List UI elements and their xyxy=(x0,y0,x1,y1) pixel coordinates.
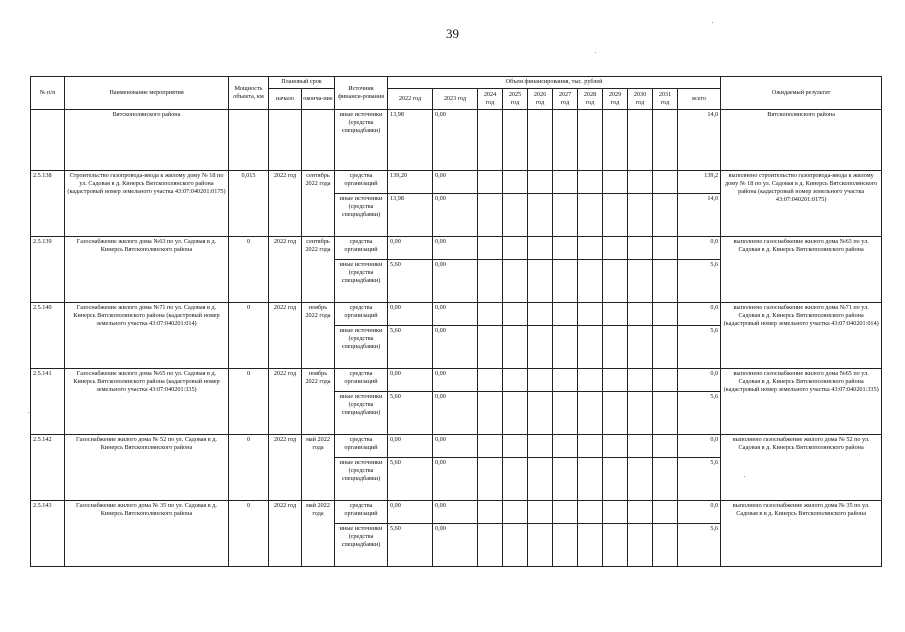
row-value-2022: 0,00 xyxy=(388,369,433,392)
scan-speck xyxy=(744,476,745,477)
row-value-empty xyxy=(503,303,528,326)
header-funding: Объем финансирования, тыс. рублей xyxy=(388,77,721,89)
row-source: иные источники (средства спецнадбавки) xyxy=(335,110,388,171)
row-value-empty xyxy=(553,171,578,194)
row-value-empty xyxy=(503,171,528,194)
row-value-empty xyxy=(603,435,628,458)
row-value-2023: 0,00 xyxy=(433,171,478,194)
table-row xyxy=(31,369,882,392)
row-value-empty xyxy=(603,260,628,303)
row-value-empty xyxy=(478,524,503,567)
row-value-empty xyxy=(503,524,528,567)
row-value-empty xyxy=(653,237,678,260)
row-value-empty xyxy=(528,435,553,458)
header-year-2030: 2030 год xyxy=(628,89,653,110)
row-value-empty xyxy=(578,237,603,260)
row-value-empty xyxy=(528,458,553,501)
row-value-empty xyxy=(603,524,628,567)
row-value-2022: 5,60 xyxy=(388,326,433,369)
row-value-empty xyxy=(653,501,678,524)
row-value-2022: 139,20 xyxy=(388,171,433,194)
row-value-2022: 0,00 xyxy=(388,237,433,260)
header-capacity: Мощность объекта, км xyxy=(229,77,269,110)
row-start: 2022 год xyxy=(269,171,302,237)
row-value-empty xyxy=(503,501,528,524)
row-total: 5,6 xyxy=(678,326,721,369)
row-value-empty xyxy=(528,524,553,567)
row-end: сентябрь 2022 года xyxy=(302,237,335,303)
row-value-empty xyxy=(478,237,503,260)
row-total: 0,0 xyxy=(678,237,721,260)
row-value-empty xyxy=(553,501,578,524)
row-value-empty xyxy=(503,237,528,260)
header-total: всего xyxy=(678,89,721,110)
row-value-empty xyxy=(603,326,628,369)
row-value-empty xyxy=(603,303,628,326)
row-capacity: 0 xyxy=(229,501,269,567)
row-start: 2022 год xyxy=(269,435,302,501)
row-value-empty xyxy=(503,369,528,392)
row-value-empty xyxy=(628,392,653,435)
row-total: 14,0 xyxy=(678,110,721,171)
row-number: 2.5.138 xyxy=(31,171,65,237)
row-value-empty xyxy=(578,369,603,392)
row-value-empty xyxy=(553,260,578,303)
row-source-other: иные источники (средства спецнадбавки) xyxy=(335,392,388,435)
row-value-empty xyxy=(628,171,653,194)
row-capacity: 0 xyxy=(229,237,269,303)
row-start: 2022 год xyxy=(269,369,302,435)
row-value-2023: 0,00 xyxy=(433,326,478,369)
row-value-empty xyxy=(653,392,678,435)
row-value-2023: 0,00 xyxy=(433,501,478,524)
row-value-empty xyxy=(653,171,678,194)
row-start: 2022 год xyxy=(269,303,302,369)
row-value-empty xyxy=(478,501,503,524)
row-value-2022: 0,00 xyxy=(388,435,433,458)
row-source-other: иные источники (средства спецнадбавки) xyxy=(335,260,388,303)
row-value-empty xyxy=(628,524,653,567)
row-end: май 2022 года xyxy=(302,501,335,567)
row-source-other: иные источники (средства спецнадбавки) xyxy=(335,524,388,567)
row-number: 2.5.139 xyxy=(31,237,65,303)
row-value-empty xyxy=(578,501,603,524)
row-value-empty xyxy=(553,326,578,369)
row-value-empty xyxy=(628,303,653,326)
row-number: 2.5.143 xyxy=(31,501,65,567)
row-capacity: 0 xyxy=(229,369,269,435)
row-value-empty xyxy=(528,326,553,369)
row-value-empty xyxy=(553,524,578,567)
row-value-empty xyxy=(603,392,628,435)
scan-speck xyxy=(28,412,29,413)
row-value-empty xyxy=(578,171,603,194)
row-total: 5,6 xyxy=(678,392,721,435)
row-value-empty xyxy=(478,194,503,237)
row-value-2022: 5,60 xyxy=(388,260,433,303)
row-value-empty xyxy=(653,524,678,567)
row-value-empty xyxy=(528,260,553,303)
table-row xyxy=(31,501,882,524)
row-value-empty xyxy=(603,237,628,260)
row-value-empty xyxy=(578,260,603,303)
row-value-empty xyxy=(503,435,528,458)
row-value-2023: 0,00 xyxy=(433,237,478,260)
row-total: 0,0 xyxy=(678,501,721,524)
row-value-2023: 0,00 xyxy=(433,524,478,567)
row-value-2022: 5,60 xyxy=(388,524,433,567)
header-year-2022: 2022 год xyxy=(388,89,433,110)
row-value-empty xyxy=(478,171,503,194)
row-value-empty xyxy=(578,326,603,369)
row-total: 5,6 xyxy=(678,524,721,567)
row-end: ноябрь 2022 года xyxy=(302,303,335,369)
row-value-empty xyxy=(478,392,503,435)
row-number: 2.5.142 xyxy=(31,435,65,501)
row-value-empty xyxy=(628,260,653,303)
row-result: выполнено строительство газопровода-ввода к жилому дому № 18 по ул. Садовая в д. Кинерсь Вятскополянского района (кадастровый номер земельного участка 43:07:040201:0175) xyxy=(721,171,882,237)
row-value-empty xyxy=(628,435,653,458)
row-end: сентябрь 2022 года xyxy=(302,171,335,237)
row-value-2023: 0,00 xyxy=(433,435,478,458)
row-source-other: иные источники (средства спецнадбавки) xyxy=(335,326,388,369)
header-result: Ожидаемый результат xyxy=(721,77,882,110)
row-value-empty xyxy=(603,194,628,237)
row-value-empty xyxy=(503,194,528,237)
row-value-2022: 13,98 xyxy=(388,110,433,171)
row-total: 139,2 xyxy=(678,171,721,194)
row-value-empty xyxy=(503,392,528,435)
row-end: май 2022 года xyxy=(302,435,335,501)
row-value-empty xyxy=(578,194,603,237)
row-name: Газоснабжение жилого дома № 52 по ул. Садовая в д. Кинерсь Вятскополянского района xyxy=(65,435,229,501)
row-value-2023: 0,00 xyxy=(433,458,478,501)
row-name: Вятскополянского района xyxy=(65,110,229,171)
row-start: 2022 год xyxy=(269,501,302,567)
page-number: 39 xyxy=(446,26,459,41)
row-total: 0,0 xyxy=(678,369,721,392)
table-row xyxy=(31,435,882,458)
row-end: ноябрь 2022 года xyxy=(302,369,335,435)
row-value-empty xyxy=(553,194,578,237)
row-result: выполнено газоснабжение жилого дома № 35 по ул. Садовая в в д. Кинерсь Вятскополянского района xyxy=(721,501,882,567)
row-source-organizations: средства организаций xyxy=(335,237,388,260)
row-value-empty xyxy=(653,303,678,326)
row-value-empty xyxy=(503,458,528,501)
scan-speck xyxy=(712,22,713,23)
row-start: 2022 год xyxy=(269,237,302,303)
header-year-2027: 2027 год xyxy=(553,89,578,110)
row-value-empty xyxy=(628,237,653,260)
row-value-empty xyxy=(503,326,528,369)
row-value-empty xyxy=(503,260,528,303)
row-name: Строительство газопровода-ввода к жилому дому № 18 по ул. Садовая в д. Кинерсь Вятскополянского района (кадастровый номер земельного участка 43:07:040201:0175) xyxy=(65,171,229,237)
row-value-empty xyxy=(603,501,628,524)
row-source-organizations: средства организаций xyxy=(335,171,388,194)
header-year-2026: 2026 год xyxy=(528,89,553,110)
row-value-empty xyxy=(603,171,628,194)
row-value-2022: 0,00 xyxy=(388,501,433,524)
row-result: выполнено газоснабжение жилого дома №63 по ул. Садовая в д. Кинерсь Вятскополянского района xyxy=(721,237,882,303)
header-source: Источник финанси-рования xyxy=(335,77,388,110)
row-value-empty xyxy=(528,303,553,326)
row-value-2022: 5,60 xyxy=(388,392,433,435)
row-result: выполнено газоснабжение жилого дома №71 по ул. Садовая в д. Кинерсь Вятскополянского района (кадастровый номер земельного участка 43:07:040201:014) xyxy=(721,303,882,369)
row-value-2022: 0,00 xyxy=(388,303,433,326)
row-name: Газоснабжение жилого дома №71 по ул. Садовая в д. Кинерсь Вятскополянского района (кадастровый номер земельного участка 43:07:040201:014) xyxy=(65,303,229,369)
row-value-2022: 5,60 xyxy=(388,458,433,501)
row-name: Газоснабжение жилого дома №63 по ул. Садовая в д. Кинерсь Вятскополянского района xyxy=(65,237,229,303)
row-value-empty xyxy=(603,369,628,392)
row-value-2023: 0,00 xyxy=(433,194,478,237)
row-value-empty xyxy=(478,260,503,303)
scan-speck xyxy=(595,52,596,53)
header-year-2024: 2024 год xyxy=(478,89,503,110)
row-total: 14,0 xyxy=(678,194,721,237)
header-year-2028: 2028 год xyxy=(578,89,603,110)
row-source-organizations: средства организаций xyxy=(335,303,388,326)
row-value-empty xyxy=(653,435,678,458)
row-value-empty xyxy=(528,392,553,435)
header-year-2031: 2031 год xyxy=(653,89,678,110)
row-source-other: иные источники (средства спецнадбавки) xyxy=(335,194,388,237)
row-source-organizations: средства организаций xyxy=(335,369,388,392)
table-row xyxy=(31,237,882,260)
row-value-empty xyxy=(478,303,503,326)
row-value-empty xyxy=(628,458,653,501)
row-value-2023: 0,00 xyxy=(433,260,478,303)
row-total: 0,0 xyxy=(678,435,721,458)
header-year-2029: 2029 год xyxy=(603,89,628,110)
row-value-empty xyxy=(553,458,578,501)
row-total: 0,0 xyxy=(678,303,721,326)
row-number: 2.5.141 xyxy=(31,369,65,435)
financing-table xyxy=(30,76,882,567)
row-value-empty xyxy=(528,501,553,524)
row-value-2023: 0,00 xyxy=(433,110,478,171)
header-no: № п/п xyxy=(31,77,65,110)
row-value-2022: 13,98 xyxy=(388,194,433,237)
row-value-empty xyxy=(628,369,653,392)
row-value-2023: 0,00 xyxy=(433,369,478,392)
row-result: выполнено газоснабжение жилого дома №65 по ул. Садовая в д. Кинерсь Вятскополянского района (кадастровый номер земельного участка 43:07:040201:335) xyxy=(721,369,882,435)
row-value-empty xyxy=(528,194,553,237)
header-year-2023: 2023 год xyxy=(433,89,478,110)
row-total: 5,6 xyxy=(678,458,721,501)
row-value-empty xyxy=(628,501,653,524)
row-value-empty xyxy=(528,171,553,194)
row-value-empty xyxy=(578,458,603,501)
row-value-empty xyxy=(553,303,578,326)
row-value-empty xyxy=(578,524,603,567)
row-result: Вятскополянского района xyxy=(721,110,882,171)
row-value-empty xyxy=(578,392,603,435)
row-name: Газоснабжение жилого дома № 35 по ул. Садовая в д. Кинерсь Вятскополянского района xyxy=(65,501,229,567)
row-value-empty xyxy=(553,369,578,392)
row-source-other: иные источники (средства спецнадбавки) xyxy=(335,458,388,501)
row-value-empty xyxy=(478,435,503,458)
row-value-empty xyxy=(628,194,653,237)
row-value-empty xyxy=(653,194,678,237)
row-source-organizations: средства организаций xyxy=(335,435,388,458)
row-number: 2.5.140 xyxy=(31,303,65,369)
header-start: начало xyxy=(269,89,302,110)
header-year-2025: 2025 год xyxy=(503,89,528,110)
header-end: оконча-ние xyxy=(302,89,335,110)
row-value-2023: 0,00 xyxy=(433,303,478,326)
row-result: выполнено газоснабжение жилого дома № 52 по ул. Садовая в д. Кинерсь Вятскополянского района xyxy=(721,435,882,501)
row-value-empty xyxy=(553,435,578,458)
header-name: Наименование мероприятия xyxy=(65,77,229,110)
row-value-empty xyxy=(478,458,503,501)
row-value-empty xyxy=(578,303,603,326)
row-value-empty xyxy=(603,458,628,501)
row-value-empty xyxy=(528,237,553,260)
row-value-empty xyxy=(553,237,578,260)
row-value-empty xyxy=(528,369,553,392)
row-capacity: 0,015 xyxy=(229,171,269,237)
row-value-empty xyxy=(553,392,578,435)
row-total: 5,6 xyxy=(678,260,721,303)
row-value-empty xyxy=(653,458,678,501)
row-capacity: 0 xyxy=(229,303,269,369)
row-source-organizations: средства организаций xyxy=(335,501,388,524)
row-value-empty xyxy=(478,369,503,392)
row-value-2023: 0,00 xyxy=(433,392,478,435)
header-plan: Плановый срок xyxy=(269,77,335,89)
row-capacity: 0 xyxy=(229,435,269,501)
table-row xyxy=(31,171,882,194)
row-value-empty xyxy=(653,326,678,369)
row-value-empty xyxy=(478,326,503,369)
row-name: Газоснабжение жилого дома №65 по ул. Садовая в д. Кинерсь Вятскополянского района (кадастровый номер земельного участка 43:07:040201:335) xyxy=(65,369,229,435)
row-value-empty xyxy=(653,369,678,392)
table-row-continuation xyxy=(31,110,882,171)
row-value-empty xyxy=(653,260,678,303)
row-value-empty xyxy=(628,326,653,369)
row-value-empty xyxy=(578,435,603,458)
table-row xyxy=(31,303,882,326)
